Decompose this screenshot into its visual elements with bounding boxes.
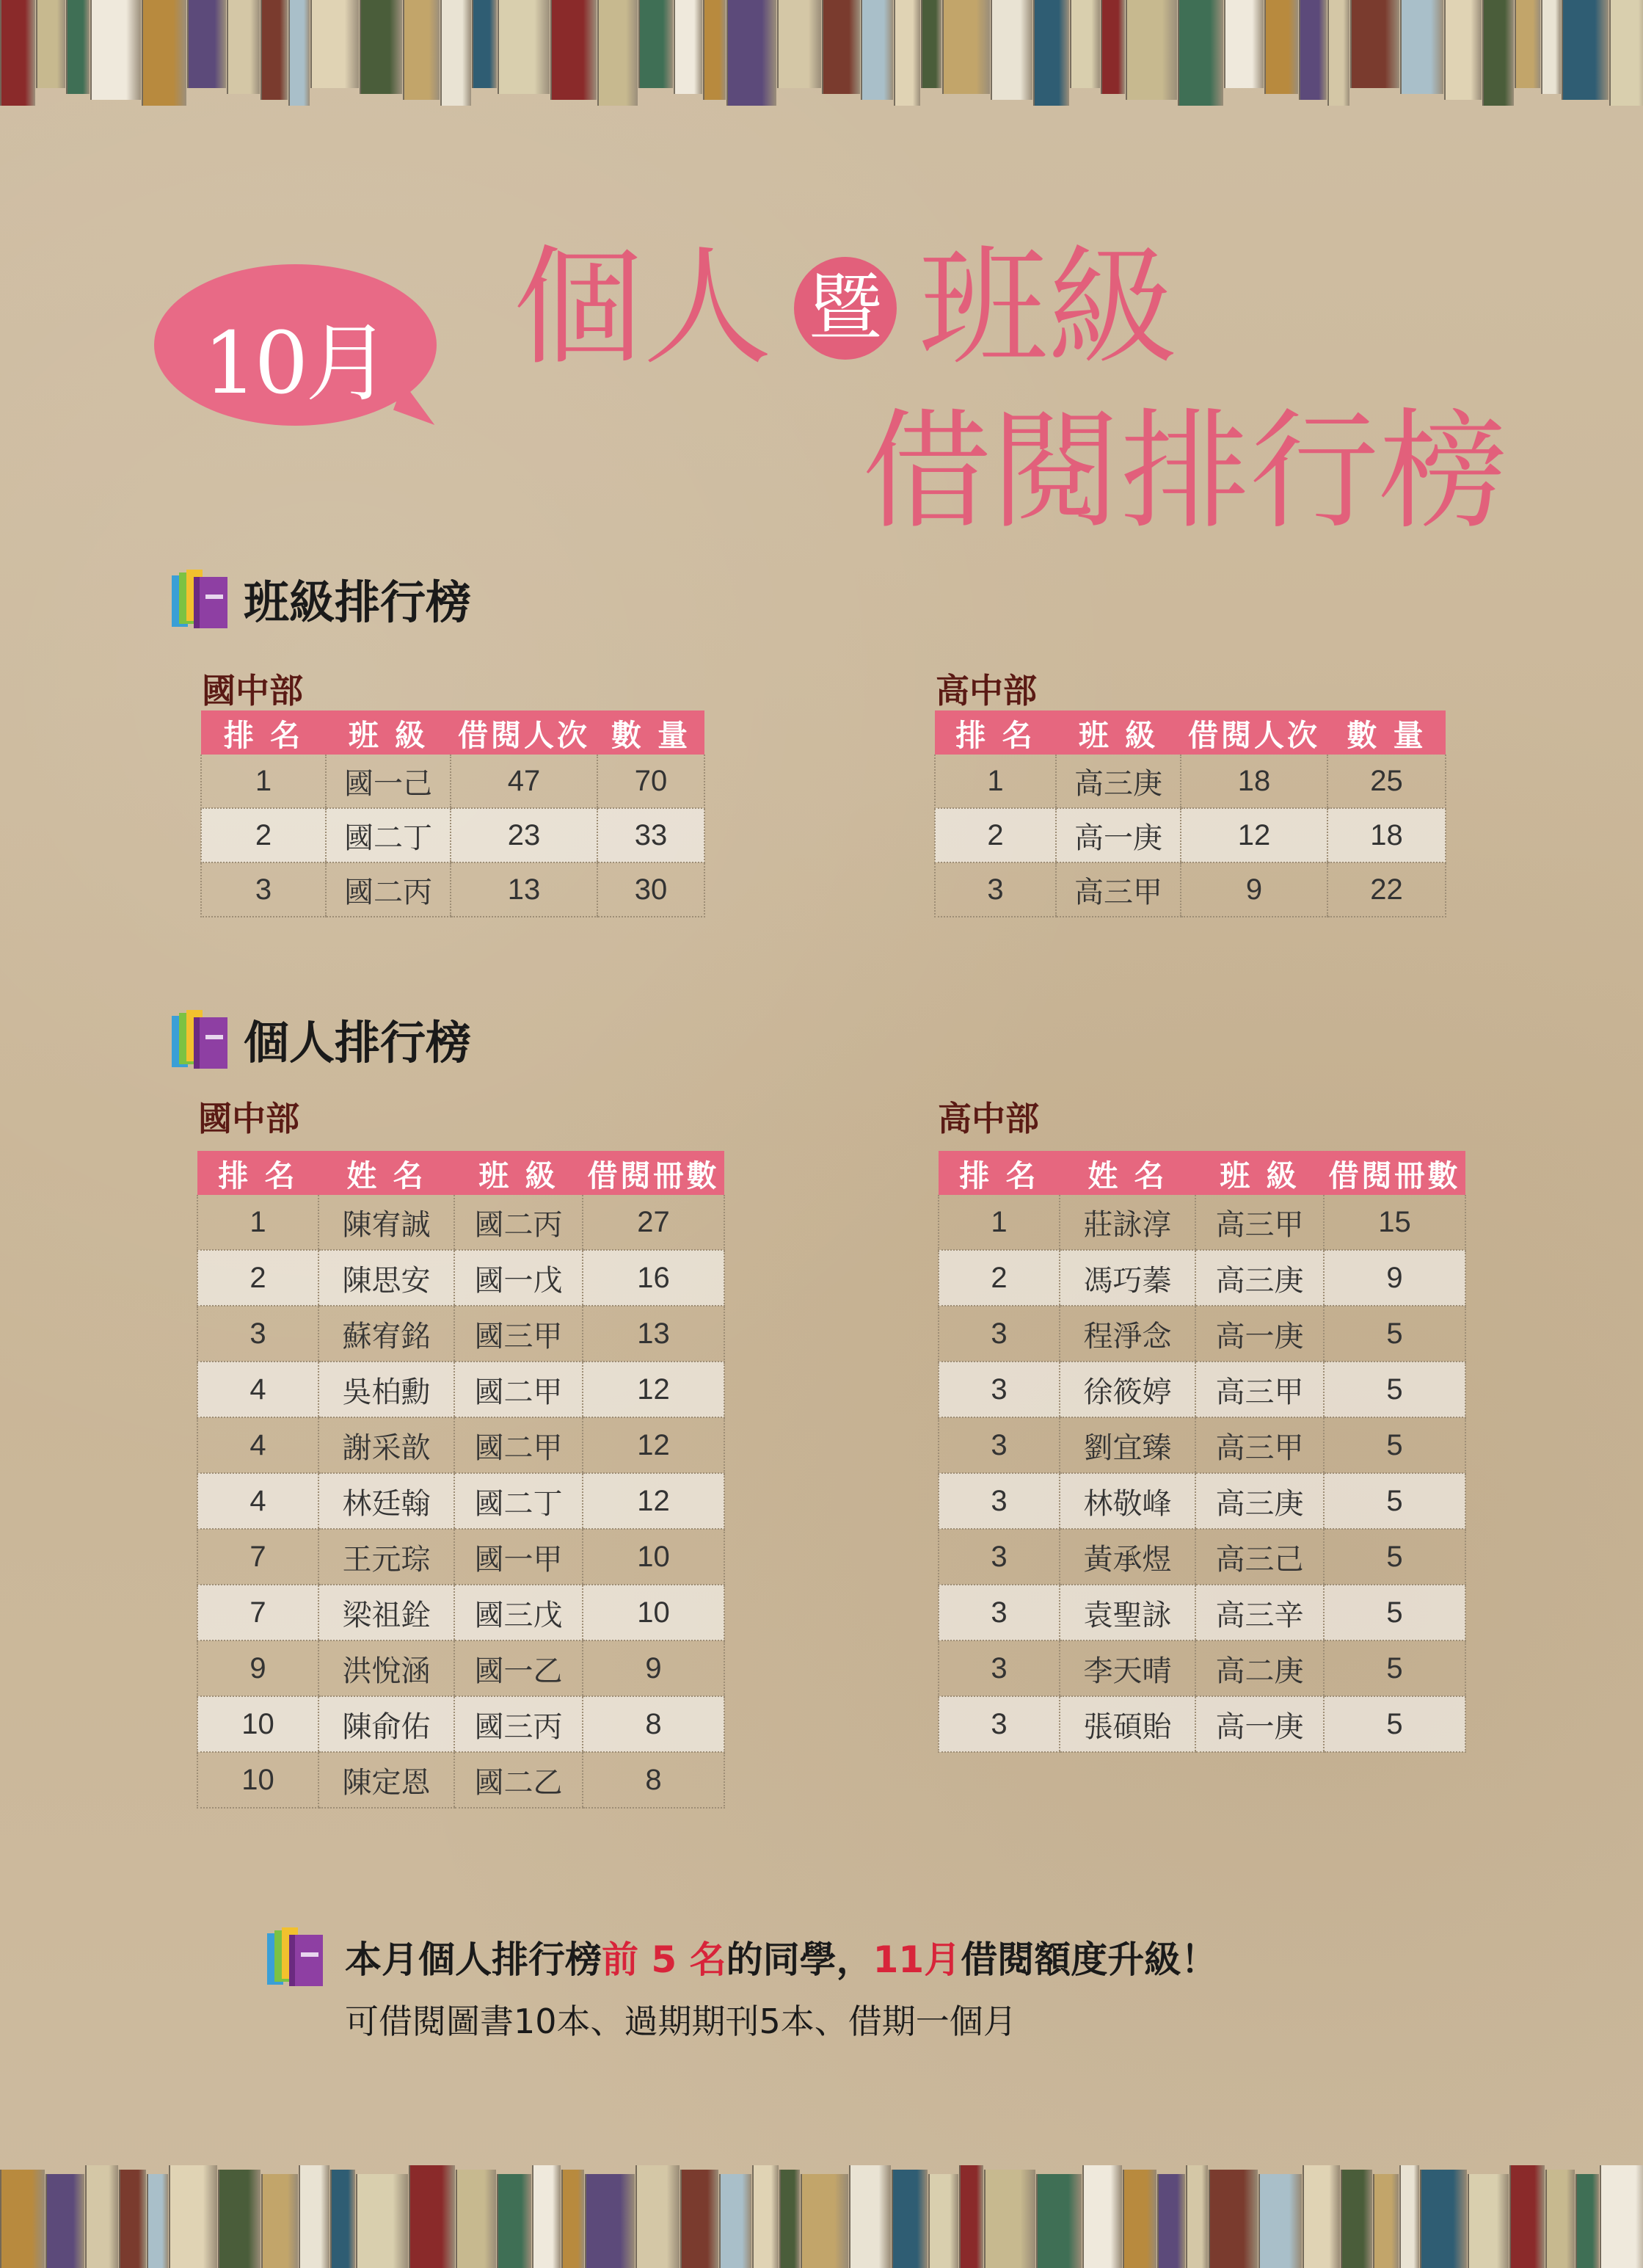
- book-spine: [1303, 2165, 1340, 2268]
- table-cell: 12: [583, 1473, 724, 1529]
- book-spine: [1509, 2165, 1545, 2268]
- book-spine: [849, 2165, 891, 2268]
- book-spine: [1400, 0, 1443, 94]
- table-cell: 國二丙: [454, 1195, 583, 1250]
- personal-junior-table: [197, 1151, 725, 1809]
- table-cell: 高三甲: [1195, 1417, 1324, 1473]
- table-cell: 9: [1324, 1250, 1465, 1306]
- table-row: [939, 1473, 1465, 1529]
- table-cell: 1: [935, 755, 1056, 808]
- table-cell: 國一甲: [454, 1529, 583, 1585]
- table-row: [939, 1529, 1465, 1585]
- table-cell: 林敬峰: [1060, 1473, 1195, 1529]
- table-cell: 高二庚: [1195, 1640, 1324, 1696]
- table-cell: 高三甲: [1195, 1362, 1324, 1417]
- table-header-row: [939, 1151, 1465, 1195]
- table-cell: 高三己: [1195, 1529, 1324, 1585]
- column-header: 借閱人次: [451, 710, 597, 755]
- class-junior-table: [200, 710, 705, 917]
- table-cell: 10: [197, 1696, 318, 1752]
- book-spine: [822, 0, 860, 94]
- book-spine: [0, 0, 35, 106]
- table-cell: 3: [939, 1417, 1060, 1473]
- books-icon: [169, 1006, 232, 1072]
- title-joiner-badge: 暨: [794, 257, 897, 360]
- note-highlight-month: 11月: [872, 1938, 961, 1981]
- column-header: 班 級: [326, 710, 451, 755]
- table-row: [939, 1195, 1465, 1250]
- table-cell: 程淨念: [1060, 1306, 1195, 1362]
- table-cell: 莊詠淳: [1060, 1195, 1195, 1250]
- book-spine: [1178, 0, 1223, 106]
- table-cell: 1: [939, 1195, 1060, 1250]
- books-icon: [264, 1923, 327, 1989]
- table-cell: 13: [451, 862, 597, 917]
- table-cell: 2: [939, 1250, 1060, 1306]
- table-cell: 國一乙: [454, 1640, 583, 1696]
- column-header: 數 量: [1327, 710, 1446, 755]
- table-cell: 高三甲: [1195, 1195, 1324, 1250]
- column-header: 班 級: [1056, 710, 1181, 755]
- book-spine: [1609, 0, 1643, 106]
- table-cell: 國二乙: [454, 1752, 583, 1808]
- column-header: 班 級: [1195, 1151, 1324, 1195]
- book-spine: [1373, 2174, 1399, 2268]
- book-spine: [1420, 2170, 1467, 2268]
- book-spine: [680, 2170, 718, 2268]
- column-header: 借閱冊數: [1324, 1151, 1465, 1195]
- book-spine: [1399, 2165, 1419, 2268]
- column-header: 數 量: [597, 710, 704, 755]
- table-cell: 9: [1181, 862, 1327, 917]
- table-cell: 3: [201, 862, 326, 917]
- table-cell: 黃承煜: [1060, 1529, 1195, 1585]
- book-spine: [409, 2165, 455, 2268]
- table-cell: 3: [939, 1696, 1060, 1752]
- table-cell: 洪悅涵: [318, 1640, 454, 1696]
- book-spine: [1070, 0, 1100, 88]
- book-spine: [1562, 0, 1609, 100]
- table-cell: 3: [935, 862, 1056, 917]
- table-row: [197, 1696, 724, 1752]
- book-spine: [310, 0, 359, 88]
- table-row: [197, 1585, 724, 1640]
- table-cell: 4: [197, 1473, 318, 1529]
- table-cell: 4: [197, 1417, 318, 1473]
- table-row: [939, 1250, 1465, 1306]
- column-header: 借閱冊數: [583, 1151, 724, 1195]
- table-cell: 袁聖詠: [1060, 1585, 1195, 1640]
- book-spine: [1157, 2174, 1185, 2268]
- book-spine: [861, 0, 893, 100]
- book-spine: [1575, 2174, 1599, 2268]
- table-cell: 3: [939, 1306, 1060, 1362]
- book-spine: [894, 0, 920, 106]
- book-spine: [498, 0, 550, 94]
- table-row: [939, 1640, 1465, 1696]
- table-row: [939, 1362, 1465, 1417]
- book-spine: [561, 2170, 584, 2268]
- table-row: [197, 1473, 724, 1529]
- column-header: 借閱人次: [1181, 710, 1327, 755]
- note-text-c: 的同學，: [726, 1938, 873, 1981]
- table-cell: 3: [939, 1362, 1060, 1417]
- column-header: 排 名: [197, 1151, 318, 1195]
- book-spine: [472, 0, 497, 88]
- table-cell: 47: [451, 755, 597, 808]
- page-title-line2: 借閱排行榜: [862, 396, 1509, 547]
- table-cell: 23: [451, 808, 597, 862]
- table-cell: 22: [1327, 862, 1446, 917]
- book-spine: [928, 2174, 958, 2268]
- book-spine: [532, 2165, 561, 2268]
- book-spine: [1327, 0, 1349, 106]
- book-spine: [356, 2174, 408, 2268]
- column-header: 排 名: [939, 1151, 1060, 1195]
- column-header: 班 級: [454, 1151, 583, 1195]
- book-spine: [456, 2170, 496, 2268]
- book-spine: [752, 2165, 779, 2268]
- book-spine: [635, 2165, 680, 2268]
- class-ranking-title: 班級排行榜: [244, 575, 472, 629]
- table-header-row: [197, 1151, 724, 1195]
- top-book-border: [0, 0, 1643, 110]
- class-senior-table: [934, 710, 1446, 917]
- table-cell: 2: [197, 1250, 318, 1306]
- table-cell: 高一庚: [1195, 1306, 1324, 1362]
- table-cell: 8: [583, 1752, 724, 1808]
- table-cell: 9: [197, 1640, 318, 1696]
- note-highlight-top5: 前 5 名: [602, 1938, 726, 1981]
- note-detail: 可借閱圖書10本、過期期刊5本、借期一個月: [345, 2002, 1017, 2041]
- table-row: [201, 808, 704, 862]
- table-cell: 3: [939, 1529, 1060, 1585]
- table-cell: 高三甲: [1056, 862, 1181, 917]
- book-spine: [801, 2174, 848, 2268]
- book-spine: [1545, 2170, 1575, 2268]
- table-cell: 國三戊: [454, 1585, 583, 1640]
- book-spine: [638, 0, 673, 88]
- book-spine: [36, 0, 65, 88]
- table-row: [935, 862, 1446, 917]
- column-header: 姓 名: [1060, 1151, 1195, 1195]
- table-row: [197, 1752, 724, 1808]
- table-cell: 徐筱婷: [1060, 1362, 1195, 1417]
- table-cell: 高三庚: [1195, 1250, 1324, 1306]
- table-cell: 13: [583, 1306, 724, 1362]
- table-cell: 18: [1181, 755, 1327, 808]
- book-spine: [85, 2165, 118, 2268]
- book-spine: [1341, 2170, 1372, 2268]
- table-cell: 劉宜臻: [1060, 1417, 1195, 1473]
- book-spine: [119, 2170, 146, 2268]
- note-text-a: 本月個人排行榜: [345, 1938, 602, 1981]
- table-row: [201, 862, 704, 917]
- note-headline: [345, 1930, 1217, 1983]
- table-cell: 7: [197, 1529, 318, 1585]
- table-cell: 張碩貽: [1060, 1696, 1195, 1752]
- table-cell: 25: [1327, 755, 1446, 808]
- table-cell: 5: [1324, 1696, 1465, 1752]
- table-cell: 5: [1324, 1585, 1465, 1640]
- table-cell: 27: [583, 1195, 724, 1250]
- table-cell: 3: [197, 1306, 318, 1362]
- book-spine: [288, 0, 310, 106]
- table-cell: 9: [583, 1640, 724, 1696]
- table-cell: 國二甲: [454, 1417, 583, 1473]
- book-spine: [261, 0, 288, 100]
- table-row: [939, 1306, 1465, 1362]
- book-spine: [1209, 2170, 1258, 2268]
- table-cell: 國三丙: [454, 1696, 583, 1752]
- personal-ranking-title: 個人排行榜: [244, 1015, 472, 1069]
- table-cell: 10: [583, 1585, 724, 1640]
- book-spine: [777, 0, 821, 88]
- book-spine: [959, 2165, 983, 2268]
- book-spine: [45, 2174, 84, 2268]
- book-spine: [1101, 0, 1125, 94]
- book-spine: [1444, 0, 1482, 100]
- table-cell: 高一庚: [1195, 1696, 1324, 1752]
- book-spine: [1350, 0, 1399, 88]
- table-row: [197, 1362, 724, 1417]
- table-row: [939, 1585, 1465, 1640]
- book-spine: [440, 0, 471, 106]
- table-cell: 30: [597, 862, 704, 917]
- table-cell: 5: [1324, 1306, 1465, 1362]
- table-row: [197, 1250, 724, 1306]
- book-spine: [703, 0, 726, 100]
- table-cell: 王元琮: [318, 1529, 454, 1585]
- personal-senior-dept-label: 高中部: [938, 1099, 1039, 1138]
- table-cell: 7: [197, 1585, 318, 1640]
- table-cell: 梁祖銓: [318, 1585, 454, 1640]
- month-badge: [154, 264, 437, 426]
- book-spine: [719, 2174, 751, 2268]
- table-cell: 1: [197, 1195, 318, 1250]
- table-cell: 10: [197, 1752, 318, 1808]
- table-row: [197, 1640, 724, 1696]
- table-cell: 2: [201, 808, 326, 862]
- class-ranking-heading: [169, 565, 471, 631]
- book-spine: [1541, 0, 1561, 94]
- table-row: [939, 1417, 1465, 1473]
- book-spine: [360, 0, 402, 94]
- column-header: 排 名: [201, 710, 326, 755]
- column-header: 姓 名: [318, 1151, 454, 1195]
- table-cell: 高三辛: [1195, 1585, 1324, 1640]
- book-spine: [991, 0, 1032, 100]
- book-spine: [674, 0, 702, 94]
- table-cell: 國二丙: [326, 862, 451, 917]
- table-cell: 5: [1324, 1417, 1465, 1473]
- class-senior-dept-label: 高中部: [936, 671, 1037, 710]
- bottom-book-border: [0, 2158, 1643, 2268]
- table-cell: 3: [939, 1585, 1060, 1640]
- table-cell: 12: [583, 1417, 724, 1473]
- table-cell: 謝采歆: [318, 1417, 454, 1473]
- book-spine: [227, 0, 260, 94]
- month-badge-text: 10月: [203, 314, 388, 413]
- book-spine: [1224, 0, 1264, 88]
- table-cell: 3: [939, 1473, 1060, 1529]
- table-cell: 國一戊: [454, 1250, 583, 1306]
- book-spine: [169, 2165, 217, 2268]
- table-row: [935, 808, 1446, 862]
- book-spine: [90, 0, 141, 100]
- table-cell: 8: [583, 1696, 724, 1752]
- table-cell: 5: [1324, 1529, 1465, 1585]
- table-cell: 10: [583, 1529, 724, 1585]
- book-spine: [403, 0, 440, 100]
- table-cell: 國三甲: [454, 1306, 583, 1362]
- book-spine: [1482, 0, 1514, 106]
- book-spine: [0, 2170, 45, 2268]
- column-header: 排 名: [935, 710, 1056, 755]
- book-spine: [892, 2170, 928, 2268]
- book-spine: [726, 0, 776, 106]
- book-spine: [1123, 2170, 1156, 2268]
- book-spine: [261, 2174, 298, 2268]
- book-spine: [779, 2170, 800, 2268]
- table-cell: 國二丁: [454, 1473, 583, 1529]
- table-cell: 16: [583, 1250, 724, 1306]
- table-cell: 1: [201, 755, 326, 808]
- book-spine: [187, 0, 226, 88]
- table-row: [939, 1696, 1465, 1752]
- table-cell: 陳思安: [318, 1250, 454, 1306]
- class-junior-dept-label: 國中部: [202, 671, 303, 710]
- book-spine: [1036, 2174, 1082, 2268]
- personal-junior-dept-label: 國中部: [198, 1099, 299, 1138]
- table-row: [197, 1529, 724, 1585]
- table-cell: 2: [935, 808, 1056, 862]
- table-row: [935, 755, 1446, 808]
- table-cell: 國二丁: [326, 808, 451, 862]
- table-cell: 李天晴: [1060, 1640, 1195, 1696]
- title-class: 班級: [919, 233, 1178, 383]
- table-cell: 國一己: [326, 755, 451, 808]
- book-spine: [1600, 2165, 1643, 2268]
- table-cell: 5: [1324, 1362, 1465, 1417]
- book-spine: [921, 0, 941, 88]
- book-spine: [1515, 0, 1540, 88]
- books-icon: [169, 565, 232, 631]
- page-title-line1: [514, 235, 1177, 382]
- book-spine: [66, 0, 90, 94]
- book-spine: [1468, 2174, 1509, 2268]
- table-row: [197, 1195, 724, 1250]
- table-cell: 3: [939, 1640, 1060, 1696]
- table-cell: 高一庚: [1056, 808, 1181, 862]
- book-spine: [1258, 2174, 1302, 2268]
- table-cell: 33: [597, 808, 704, 862]
- book-spine: [142, 0, 186, 106]
- table-cell: 陳定恩: [318, 1752, 454, 1808]
- table-cell: 馮巧蓁: [1060, 1250, 1195, 1306]
- book-spine: [147, 2174, 168, 2268]
- table-cell: 高三庚: [1195, 1473, 1324, 1529]
- table-cell: 12: [583, 1362, 724, 1417]
- book-spine: [1186, 2165, 1208, 2268]
- table-cell: 4: [197, 1362, 318, 1417]
- table-cell: 國二甲: [454, 1362, 583, 1417]
- title-personal: 個人: [514, 233, 773, 383]
- note-text-e: 借閱額度升級！: [961, 1938, 1218, 1981]
- personal-senior-table: [938, 1151, 1466, 1753]
- table-cell: 12: [1181, 808, 1327, 862]
- table-row: [197, 1306, 724, 1362]
- book-spine: [1264, 0, 1298, 94]
- book-spine: [550, 0, 597, 100]
- book-spine: [1082, 2165, 1122, 2268]
- table-header-row: [201, 710, 704, 755]
- table-cell: 5: [1324, 1640, 1465, 1696]
- table-cell: 蘇宥銘: [318, 1306, 454, 1362]
- table-cell: 吳柏勳: [318, 1362, 454, 1417]
- table-row: [197, 1417, 724, 1473]
- table-row: [201, 755, 704, 808]
- book-spine: [497, 2174, 531, 2268]
- book-spine: [597, 0, 638, 106]
- book-spine: [942, 0, 990, 94]
- book-spine: [1126, 0, 1177, 100]
- table-header-row: [935, 710, 1446, 755]
- table-cell: 5: [1324, 1473, 1465, 1529]
- table-cell: 18: [1327, 808, 1446, 862]
- book-spine: [585, 2174, 635, 2268]
- table-cell: 70: [597, 755, 704, 808]
- book-spine: [984, 2170, 1035, 2268]
- table-cell: 15: [1324, 1195, 1465, 1250]
- personal-ranking-heading: [169, 1006, 471, 1072]
- table-cell: 林廷翰: [318, 1473, 454, 1529]
- book-spine: [330, 2170, 355, 2268]
- book-spine: [1299, 0, 1327, 100]
- book-spine: [299, 2165, 329, 2268]
- table-cell: 陳宥誠: [318, 1195, 454, 1250]
- book-spine: [1033, 0, 1069, 106]
- book-spine: [218, 2170, 261, 2268]
- table-cell: 陳俞佑: [318, 1696, 454, 1752]
- table-cell: 高三庚: [1056, 755, 1181, 808]
